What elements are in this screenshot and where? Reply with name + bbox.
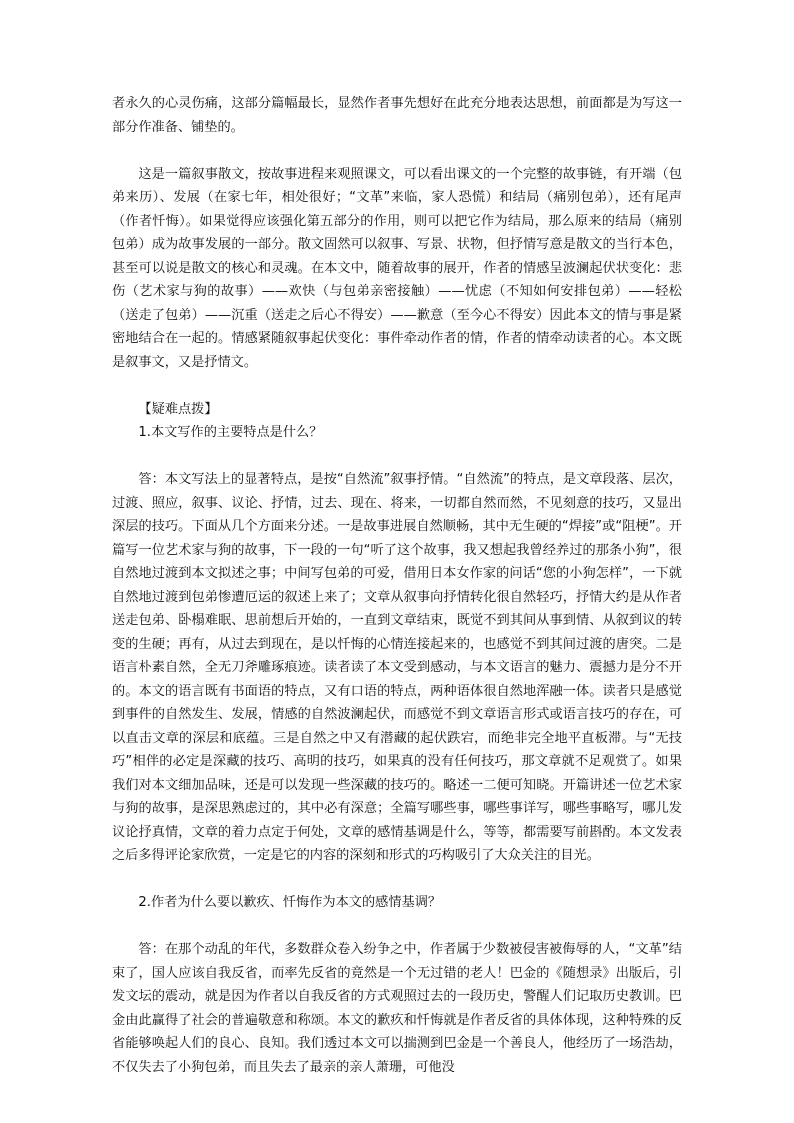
question-2: 2.作者为什么要以歉疚、忏悔作为本文的感情基调？	[138, 895, 442, 910]
answer-2: 答：在那个动乱的年代，多数群众卷入纷争之中，作者属于少数被侵害被侮辱的人，“文革”结束了，国人应该自我反省，而率先反省的竟然是一个无过错的老人！巴金的《随想录》出版后，引发文坛的震动，就是因为作者以自我反省的方式观照过去的一段历史，警醒人们记取历史教训。巴金由此赢得了社会的普遍敬意和称颂。本文的歉疚和忏悔就是作者反省的具体体现，这种特殊的反省能够唤起人们的良心、良知。我们透过本文可以揣测到巴金是一个善良人，他经历了一场浩劫，不仅失去了小狗包弟，而且失去了最亲的亲人萧珊，可他没	[112, 942, 682, 1075]
document-page	[112, 92, 682, 1079]
paragraph-continuation: 者永久的心灵伤痛，这部分篇幅最长，显然作者事先想好在此充分地表达思想，前面都是为写这一部分作准备、铺垫的。	[112, 96, 682, 135]
paragraph-narrative-analysis: 这是一篇叙事散文，按故事进程来观照课文，可以看出课文的一个完整的故事链，有开端（包弟来历）、发展（在家七年，相处很好；“文革”来临，家人恐慌）和结局（痛别包弟），还有尾声（作者忏悔）。如果觉得应该强化第五部分的作用，则可以把它作为结局，那么原来的结局（痛别包弟）成为故事发展的一部分。散文固然可以叙事、写景、状物，但抒情写意是散文的当行本色，甚至可以说是散文的核心和灵魂。在本文中，随着故事的展开，作者的情感呈波澜起伏状变化：悲伤（艺术家与狗的故事）——欢快（与包弟亲密接触）——忧虑（不知如何安排包弟）——轻松（送走了包弟）——沉重（送走之后心不得安）——歉意（至今心不得安）因此本文的情与事是紧密地结合在一起的。情感紧随叙事起伏变化：事件牵动作者的情，作者的情牵动读者的心。本文既是叙事文，又是抒情文。	[112, 166, 682, 370]
section-heading: 【疑难点拨】	[138, 401, 218, 417]
question-1: 1.本文写作的主要特点是什么？	[138, 425, 323, 440]
answer-1: 答：本文写法上的显著特点，是按“自然流”叙事抒情。“自然流”的特点，是文章段落、层次，过渡、照应，叙事、议论、抒情，过去、现在、将来，一切都自然而然，不见刻意的技巧，又显出深层的技巧。下面从几个方面来分述。一是故事进展自然顺畅，其中无生硬的“焊接”或“阻梗”。开篇写一位艺术家与狗的故事，下一段的一句“听了这个故事，我又想起我曾经养过的那条小狗”，很自然地过渡到本文拟述之事；中间写包弟的可爱，借用日本女作家的问话“您的小狗怎样”，一下就自然地过渡到包弟惨遭厄运的叙述上来了；文章从叙事向抒情转化很自然轻巧，抒情大约是从作者送走包弟、卧榻难眠、思前想后开始的，一直到文章结束，既觉不到其间从事到情、从叙到议的转变的生硬；再有，从过去到现在，是以忏悔的心情连接起来的，也感觉不到其间过渡的唐突。二是语言朴素自然，全无刀斧雕琢痕迹。读者读了本文受到感动，与本文语言的魅力、震撼力是分不开的。本文的语言既有书面语的特点，又有口语的特点，两种语体很自然地浑融一体。读者只是感觉到事件的自然发生、发展，情感的自然波澜起伏，而感觉不到文章语言形式或语言技巧的存在，可以直击文章的深层和底蕴。三是自然之中又有潜藏的起伏跌宕，而绝非完全地平直板滞。与“无技巧”相伴的必定是深藏的技巧、高明的技巧，如果真的没有任何技巧，那文章就不足观赏了。如果我们对本文细加品味，还是可以发现一些深藏的技巧的。略述一二便可知晓。开篇讲述一位艺术家与狗的故事，是深思熟虑过的，其中必有深意；全篇写哪些事，哪些事详写，哪些事略写，哪儿发议论抒真情，文章的着力点定于何处，文章的感情基调是什么，等等，都需要写前斟酌。本文发表之后多得评论家欣赏，一定是它的内容的深刻和形式的巧构吸引了大众关注的目光。	[112, 472, 682, 863]
